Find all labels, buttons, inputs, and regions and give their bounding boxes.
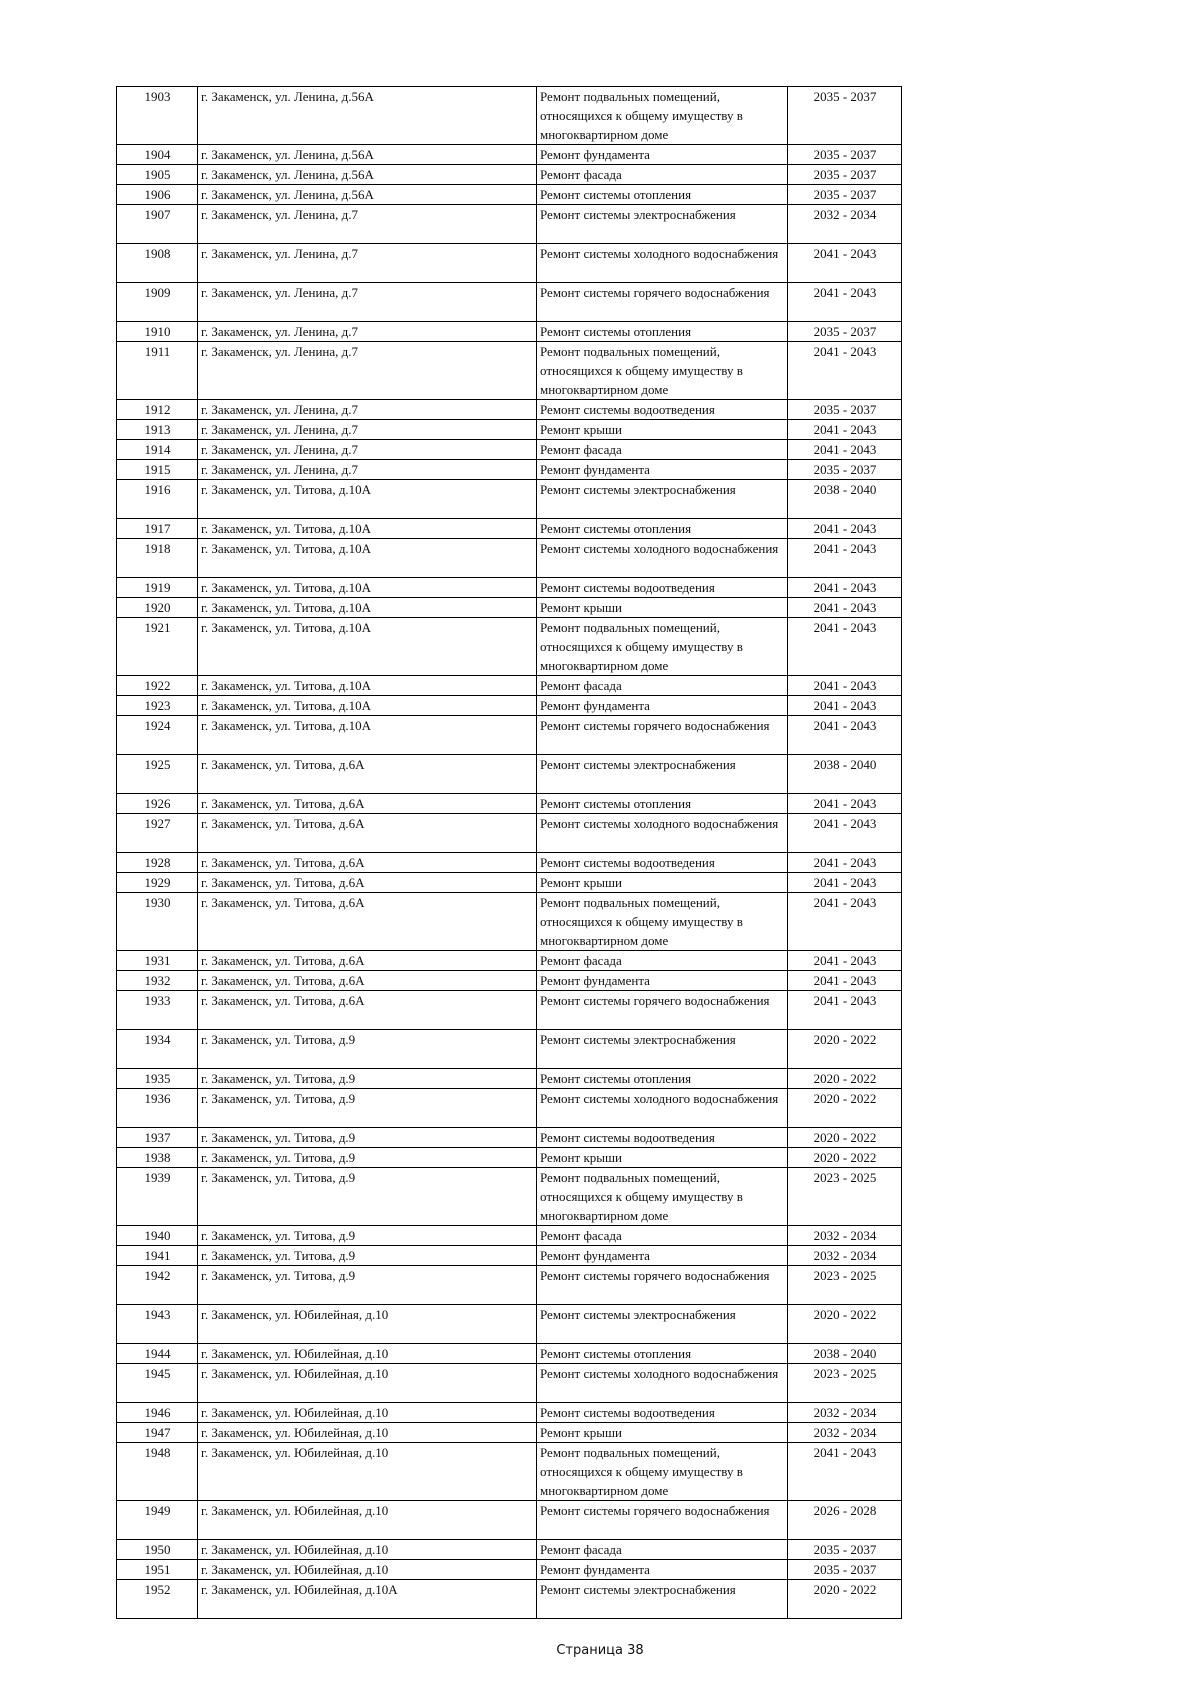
period-cell: 2032 - 2034 bbox=[788, 1226, 902, 1246]
period-cell: 2041 - 2043 bbox=[788, 951, 902, 971]
table-row bbox=[117, 1128, 902, 1148]
address-cell: г. Закаменск, ул. Титова, д.10А bbox=[198, 696, 537, 716]
table-row bbox=[117, 244, 902, 283]
table-row bbox=[117, 87, 902, 145]
period-cell: 2035 - 2037 bbox=[788, 165, 902, 185]
work-type-cell: Ремонт системы электроснабжения bbox=[537, 205, 788, 244]
table-row bbox=[117, 991, 902, 1030]
period-cell: 2035 - 2037 bbox=[788, 400, 902, 420]
address-cell: г. Закаменск, ул. Ленина, д.7 bbox=[198, 322, 537, 342]
table-row bbox=[117, 519, 902, 539]
address-cell: г. Закаменск, ул. Юбилейная, д.10 bbox=[198, 1443, 537, 1501]
address-cell: г. Закаменск, ул. Ленина, д.56А bbox=[198, 145, 537, 165]
row-number-cell: 1928 bbox=[117, 853, 198, 873]
period-cell: 2032 - 2034 bbox=[788, 1246, 902, 1266]
row-number-cell: 1929 bbox=[117, 873, 198, 893]
table-row bbox=[117, 322, 902, 342]
address-cell: г. Закаменск, ул. Титова, д.9 bbox=[198, 1089, 537, 1128]
row-number-cell: 1917 bbox=[117, 519, 198, 539]
work-type-cell: Ремонт подвальных помещений, относящихся к общему имуществу в многоквартирном доме bbox=[537, 893, 788, 951]
period-cell: 2041 - 2043 bbox=[788, 539, 902, 578]
period-cell: 2041 - 2043 bbox=[788, 873, 902, 893]
address-cell: г. Закаменск, ул. Титова, д.9 bbox=[198, 1128, 537, 1148]
address-cell: г. Закаменск, ул. Ленина, д.7 bbox=[198, 205, 537, 244]
row-number-cell: 1916 bbox=[117, 480, 198, 519]
table-row bbox=[117, 440, 902, 460]
work-type-cell: Ремонт фундамента bbox=[537, 1246, 788, 1266]
address-cell: г. Закаменск, ул. Титова, д.10А bbox=[198, 598, 537, 618]
work-type-cell: Ремонт системы водоотведения bbox=[537, 400, 788, 420]
period-cell: 2041 - 2043 bbox=[788, 618, 902, 676]
row-number-cell: 1918 bbox=[117, 539, 198, 578]
page-number: Страница 38 bbox=[556, 1643, 644, 1658]
work-type-cell: Ремонт системы отопления bbox=[537, 1344, 788, 1364]
row-number-cell: 1930 bbox=[117, 893, 198, 951]
row-number-cell: 1932 bbox=[117, 971, 198, 991]
row-number-cell: 1907 bbox=[117, 205, 198, 244]
row-number-cell: 1948 bbox=[117, 1443, 198, 1501]
work-type-cell: Ремонт фасада bbox=[537, 676, 788, 696]
period-cell: 2023 - 2025 bbox=[788, 1364, 902, 1403]
table-row bbox=[117, 400, 902, 420]
period-cell: 2020 - 2022 bbox=[788, 1089, 902, 1128]
row-number-cell: 1922 bbox=[117, 676, 198, 696]
table-row bbox=[117, 814, 902, 853]
work-type-cell: Ремонт системы отопления bbox=[537, 1069, 788, 1089]
period-cell: 2020 - 2022 bbox=[788, 1305, 902, 1344]
row-number-cell: 1908 bbox=[117, 244, 198, 283]
address-cell: г. Закаменск, ул. Ленина, д.7 bbox=[198, 400, 537, 420]
row-number-cell: 1914 bbox=[117, 440, 198, 460]
table-body bbox=[117, 87, 902, 1619]
period-cell: 2020 - 2022 bbox=[788, 1128, 902, 1148]
address-cell: г. Закаменск, ул. Юбилейная, д.10 bbox=[198, 1423, 537, 1443]
row-number-cell: 1909 bbox=[117, 283, 198, 322]
period-cell: 2026 - 2028 bbox=[788, 1501, 902, 1540]
table-row bbox=[117, 893, 902, 951]
period-cell: 2041 - 2043 bbox=[788, 420, 902, 440]
table-row bbox=[117, 165, 902, 185]
period-cell: 2035 - 2037 bbox=[788, 322, 902, 342]
work-type-cell: Ремонт системы горячего водоснабжения bbox=[537, 1501, 788, 1540]
work-type-cell: Ремонт фундамента bbox=[537, 1560, 788, 1580]
work-type-cell: Ремонт системы холодного водоснабжения bbox=[537, 814, 788, 853]
address-cell: г. Закаменск, ул. Титова, д.9 bbox=[198, 1266, 537, 1305]
period-cell: 2020 - 2022 bbox=[788, 1580, 902, 1619]
work-type-cell: Ремонт системы водоотведения bbox=[537, 578, 788, 598]
row-number-cell: 1934 bbox=[117, 1030, 198, 1069]
period-cell: 2041 - 2043 bbox=[788, 519, 902, 539]
address-cell: г. Закаменск, ул. Титова, д.9 bbox=[198, 1246, 537, 1266]
period-cell: 2041 - 2043 bbox=[788, 342, 902, 400]
address-cell: г. Закаменск, ул. Ленина, д.7 bbox=[198, 420, 537, 440]
row-number-cell: 1940 bbox=[117, 1226, 198, 1246]
row-number-cell: 1926 bbox=[117, 794, 198, 814]
repair-schedule-table bbox=[116, 86, 902, 1619]
address-cell: г. Закаменск, ул. Титова, д.10А bbox=[198, 539, 537, 578]
row-number-cell: 1903 bbox=[117, 87, 198, 145]
row-number-cell: 1943 bbox=[117, 1305, 198, 1344]
period-cell: 2023 - 2025 bbox=[788, 1168, 902, 1226]
row-number-cell: 1925 bbox=[117, 755, 198, 794]
period-cell: 2035 - 2037 bbox=[788, 1540, 902, 1560]
table-row bbox=[117, 1443, 902, 1501]
work-type-cell: Ремонт фундамента bbox=[537, 696, 788, 716]
table-row bbox=[117, 283, 902, 322]
period-cell: 2023 - 2025 bbox=[788, 1266, 902, 1305]
period-cell: 2041 - 2043 bbox=[788, 676, 902, 696]
row-number-cell: 1936 bbox=[117, 1089, 198, 1128]
work-type-cell: Ремонт системы горячего водоснабжения bbox=[537, 1266, 788, 1305]
row-number-cell: 1920 bbox=[117, 598, 198, 618]
work-type-cell: Ремонт фундамента bbox=[537, 145, 788, 165]
period-cell: 2038 - 2040 bbox=[788, 1344, 902, 1364]
table-row bbox=[117, 1089, 902, 1128]
work-type-cell: Ремонт подвальных помещений, относящихся к общему имуществу в многоквартирном доме bbox=[537, 1443, 788, 1501]
table-row bbox=[117, 618, 902, 676]
work-type-cell: Ремонт подвальных помещений, относящихся к общему имуществу в многоквартирном доме bbox=[537, 87, 788, 145]
work-type-cell: Ремонт системы отопления bbox=[537, 185, 788, 205]
work-type-cell: Ремонт фасада bbox=[537, 1226, 788, 1246]
row-number-cell: 1904 bbox=[117, 145, 198, 165]
row-number-cell: 1949 bbox=[117, 1501, 198, 1540]
address-cell: г. Закаменск, ул. Ленина, д.56А bbox=[198, 165, 537, 185]
row-number-cell: 1911 bbox=[117, 342, 198, 400]
table-row bbox=[117, 598, 902, 618]
work-type-cell: Ремонт крыши bbox=[537, 420, 788, 440]
address-cell: г. Закаменск, ул. Титова, д.9 bbox=[198, 1030, 537, 1069]
period-cell: 2041 - 2043 bbox=[788, 598, 902, 618]
table-row bbox=[117, 460, 902, 480]
table-row bbox=[117, 342, 902, 400]
row-number-cell: 1952 bbox=[117, 1580, 198, 1619]
address-cell: г. Закаменск, ул. Юбилейная, д.10 bbox=[198, 1364, 537, 1403]
work-type-cell: Ремонт подвальных помещений, относящихся к общему имуществу в многоквартирном доме bbox=[537, 618, 788, 676]
period-cell: 2032 - 2034 bbox=[788, 205, 902, 244]
table-row bbox=[117, 578, 902, 598]
work-type-cell: Ремонт фундамента bbox=[537, 460, 788, 480]
address-cell: г. Закаменск, ул. Ленина, д.7 bbox=[198, 440, 537, 460]
period-cell: 2041 - 2043 bbox=[788, 1443, 902, 1501]
row-number-cell: 1915 bbox=[117, 460, 198, 480]
period-cell: 2035 - 2037 bbox=[788, 185, 902, 205]
period-cell: 2041 - 2043 bbox=[788, 716, 902, 755]
work-type-cell: Ремонт крыши bbox=[537, 1148, 788, 1168]
work-type-cell: Ремонт фасада bbox=[537, 1540, 788, 1560]
table-row bbox=[117, 1501, 902, 1540]
address-cell: г. Закаменск, ул. Титова, д.6А bbox=[198, 991, 537, 1030]
table-row bbox=[117, 539, 902, 578]
row-number-cell: 1919 bbox=[117, 578, 198, 598]
address-cell: г. Закаменск, ул. Ленина, д.7 bbox=[198, 342, 537, 400]
address-cell: г. Закаменск, ул. Юбилейная, д.10 bbox=[198, 1560, 537, 1580]
work-type-cell: Ремонт фундамента bbox=[537, 971, 788, 991]
table-row bbox=[117, 755, 902, 794]
row-number-cell: 1927 bbox=[117, 814, 198, 853]
address-cell: г. Закаменск, ул. Титова, д.9 bbox=[198, 1069, 537, 1089]
table-row bbox=[117, 1403, 902, 1423]
address-cell: г. Закаменск, ул. Титова, д.6А bbox=[198, 853, 537, 873]
period-cell: 2035 - 2037 bbox=[788, 87, 902, 145]
period-cell: 2038 - 2040 bbox=[788, 480, 902, 519]
address-cell: г. Закаменск, ул. Ленина, д.56А bbox=[198, 185, 537, 205]
work-type-cell: Ремонт системы горячего водоснабжения bbox=[537, 991, 788, 1030]
work-type-cell: Ремонт крыши bbox=[537, 1423, 788, 1443]
row-number-cell: 1910 bbox=[117, 322, 198, 342]
table-row bbox=[117, 145, 902, 165]
row-number-cell: 1921 bbox=[117, 618, 198, 676]
period-cell: 2041 - 2043 bbox=[788, 283, 902, 322]
row-number-cell: 1937 bbox=[117, 1128, 198, 1148]
address-cell: г. Закаменск, ул. Титова, д.9 bbox=[198, 1148, 537, 1168]
work-type-cell: Ремонт системы горячего водоснабжения bbox=[537, 716, 788, 755]
work-type-cell: Ремонт системы холодного водоснабжения bbox=[537, 1089, 788, 1128]
row-number-cell: 1939 bbox=[117, 1168, 198, 1226]
row-number-cell: 1905 bbox=[117, 165, 198, 185]
row-number-cell: 1950 bbox=[117, 1540, 198, 1560]
row-number-cell: 1924 bbox=[117, 716, 198, 755]
address-cell: г. Закаменск, ул. Титова, д.9 bbox=[198, 1168, 537, 1226]
period-cell: 2041 - 2043 bbox=[788, 853, 902, 873]
address-cell: г. Закаменск, ул. Титова, д.10А bbox=[198, 578, 537, 598]
row-number-cell: 1912 bbox=[117, 400, 198, 420]
table-row bbox=[117, 1168, 902, 1226]
address-cell: г. Закаменск, ул. Юбилейная, д.10 bbox=[198, 1305, 537, 1344]
work-type-cell: Ремонт фасада bbox=[537, 951, 788, 971]
period-cell: 2041 - 2043 bbox=[788, 991, 902, 1030]
row-number-cell: 1935 bbox=[117, 1069, 198, 1089]
table-row bbox=[117, 1423, 902, 1443]
period-cell: 2020 - 2022 bbox=[788, 1148, 902, 1168]
period-cell: 2041 - 2043 bbox=[788, 971, 902, 991]
work-type-cell: Ремонт фасада bbox=[537, 440, 788, 460]
row-number-cell: 1947 bbox=[117, 1423, 198, 1443]
period-cell: 2020 - 2022 bbox=[788, 1030, 902, 1069]
address-cell: г. Закаменск, ул. Юбилейная, д.10 bbox=[198, 1403, 537, 1423]
period-cell: 2032 - 2034 bbox=[788, 1423, 902, 1443]
address-cell: г. Закаменск, ул. Титова, д.10А bbox=[198, 716, 537, 755]
table-row bbox=[117, 1246, 902, 1266]
period-cell: 2035 - 2037 bbox=[788, 145, 902, 165]
table-row bbox=[117, 420, 902, 440]
work-type-cell: Ремонт системы электроснабжения bbox=[537, 1580, 788, 1619]
table-row bbox=[117, 1266, 902, 1305]
row-number-cell: 1931 bbox=[117, 951, 198, 971]
work-type-cell: Ремонт системы холодного водоснабжения bbox=[537, 539, 788, 578]
table-row bbox=[117, 1305, 902, 1344]
address-cell: г. Закаменск, ул. Титова, д.6А bbox=[198, 951, 537, 971]
period-cell: 2041 - 2043 bbox=[788, 440, 902, 460]
table-row bbox=[117, 1344, 902, 1364]
row-number-cell: 1945 bbox=[117, 1364, 198, 1403]
address-cell: г. Закаменск, ул. Титова, д.6А bbox=[198, 794, 537, 814]
work-type-cell: Ремонт системы холодного водоснабжения bbox=[537, 244, 788, 283]
address-cell: г. Закаменск, ул. Титова, д.10А bbox=[198, 676, 537, 696]
row-number-cell: 1906 bbox=[117, 185, 198, 205]
period-cell: 2035 - 2037 bbox=[788, 1560, 902, 1580]
table-row bbox=[117, 794, 902, 814]
period-cell: 2041 - 2043 bbox=[788, 794, 902, 814]
work-type-cell: Ремонт системы холодного водоснабжения bbox=[537, 1364, 788, 1403]
table-row bbox=[117, 1148, 902, 1168]
work-type-cell: Ремонт крыши bbox=[537, 873, 788, 893]
work-type-cell: Ремонт системы отопления bbox=[537, 519, 788, 539]
period-cell: 2041 - 2043 bbox=[788, 893, 902, 951]
row-number-cell: 1944 bbox=[117, 1344, 198, 1364]
period-cell: 2041 - 2043 bbox=[788, 814, 902, 853]
work-type-cell: Ремонт системы отопления bbox=[537, 794, 788, 814]
address-cell: г. Закаменск, ул. Юбилейная, д.10А bbox=[198, 1580, 537, 1619]
table-row bbox=[117, 676, 902, 696]
period-cell: 2041 - 2043 bbox=[788, 696, 902, 716]
table-row bbox=[117, 853, 902, 873]
table-row bbox=[117, 971, 902, 991]
row-number-cell: 1951 bbox=[117, 1560, 198, 1580]
work-type-cell: Ремонт системы отопления bbox=[537, 322, 788, 342]
period-cell: 2041 - 2043 bbox=[788, 578, 902, 598]
work-type-cell: Ремонт фасада bbox=[537, 165, 788, 185]
work-type-cell: Ремонт системы водоотведения bbox=[537, 1403, 788, 1423]
work-type-cell: Ремонт системы электроснабжения bbox=[537, 1030, 788, 1069]
address-cell: г. Закаменск, ул. Титова, д.10А bbox=[198, 618, 537, 676]
work-type-cell: Ремонт системы электроснабжения bbox=[537, 1305, 788, 1344]
period-cell: 2020 - 2022 bbox=[788, 1069, 902, 1089]
row-number-cell: 1941 bbox=[117, 1246, 198, 1266]
address-cell: г. Закаменск, ул. Титова, д.10А bbox=[198, 519, 537, 539]
address-cell: г. Закаменск, ул. Титова, д.6А bbox=[198, 814, 537, 853]
row-number-cell: 1913 bbox=[117, 420, 198, 440]
table-row bbox=[117, 1580, 902, 1619]
period-cell: 2032 - 2034 bbox=[788, 1403, 902, 1423]
period-cell: 2041 - 2043 bbox=[788, 244, 902, 283]
table-row bbox=[117, 1364, 902, 1403]
address-cell: г. Закаменск, ул. Титова, д.6А bbox=[198, 971, 537, 991]
table-row bbox=[117, 873, 902, 893]
address-cell: г. Закаменск, ул. Ленина, д.7 bbox=[198, 244, 537, 283]
address-cell: г. Закаменск, ул. Юбилейная, д.10 bbox=[198, 1344, 537, 1364]
address-cell: г. Закаменск, ул. Ленина, д.7 bbox=[198, 283, 537, 322]
table-row bbox=[117, 205, 902, 244]
address-cell: г. Закаменск, ул. Титова, д.6А bbox=[198, 873, 537, 893]
work-type-cell: Ремонт подвальных помещений, относящихся к общему имуществу в многоквартирном доме bbox=[537, 342, 788, 400]
period-cell: 2038 - 2040 bbox=[788, 755, 902, 794]
address-cell: г. Закаменск, ул. Ленина, д.56А bbox=[198, 87, 537, 145]
row-number-cell: 1923 bbox=[117, 696, 198, 716]
address-cell: г. Закаменск, ул. Титова, д.10А bbox=[198, 480, 537, 519]
address-cell: г. Закаменск, ул. Юбилейная, д.10 bbox=[198, 1540, 537, 1560]
row-number-cell: 1938 bbox=[117, 1148, 198, 1168]
table-row bbox=[117, 480, 902, 519]
table-row bbox=[117, 1030, 902, 1069]
work-type-cell: Ремонт системы электроснабжения bbox=[537, 755, 788, 794]
work-type-cell: Ремонт системы водоотведения bbox=[537, 1128, 788, 1148]
address-cell: г. Закаменск, ул. Юбилейная, д.10 bbox=[198, 1501, 537, 1540]
row-number-cell: 1933 bbox=[117, 991, 198, 1030]
table-row bbox=[117, 185, 902, 205]
work-type-cell: Ремонт подвальных помещений, относящихся к общему имуществу в многоквартирном доме bbox=[537, 1168, 788, 1226]
table-row bbox=[117, 1560, 902, 1580]
work-type-cell: Ремонт системы горячего водоснабжения bbox=[537, 283, 788, 322]
row-number-cell: 1942 bbox=[117, 1266, 198, 1305]
table-row bbox=[117, 696, 902, 716]
table-row bbox=[117, 1226, 902, 1246]
table-row bbox=[117, 1540, 902, 1560]
work-type-cell: Ремонт крыши bbox=[537, 598, 788, 618]
work-type-cell: Ремонт системы водоотведения bbox=[537, 853, 788, 873]
period-cell: 2035 - 2037 bbox=[788, 460, 902, 480]
address-cell: г. Закаменск, ул. Титова, д.6А bbox=[198, 755, 537, 794]
address-cell: г. Закаменск, ул. Ленина, д.7 bbox=[198, 460, 537, 480]
work-type-cell: Ремонт системы электроснабжения bbox=[537, 480, 788, 519]
address-cell: г. Закаменск, ул. Титова, д.6А bbox=[198, 893, 537, 951]
table-row bbox=[117, 951, 902, 971]
row-number-cell: 1946 bbox=[117, 1403, 198, 1423]
table-row bbox=[117, 1069, 902, 1089]
table-row bbox=[117, 716, 902, 755]
address-cell: г. Закаменск, ул. Титова, д.9 bbox=[198, 1226, 537, 1246]
